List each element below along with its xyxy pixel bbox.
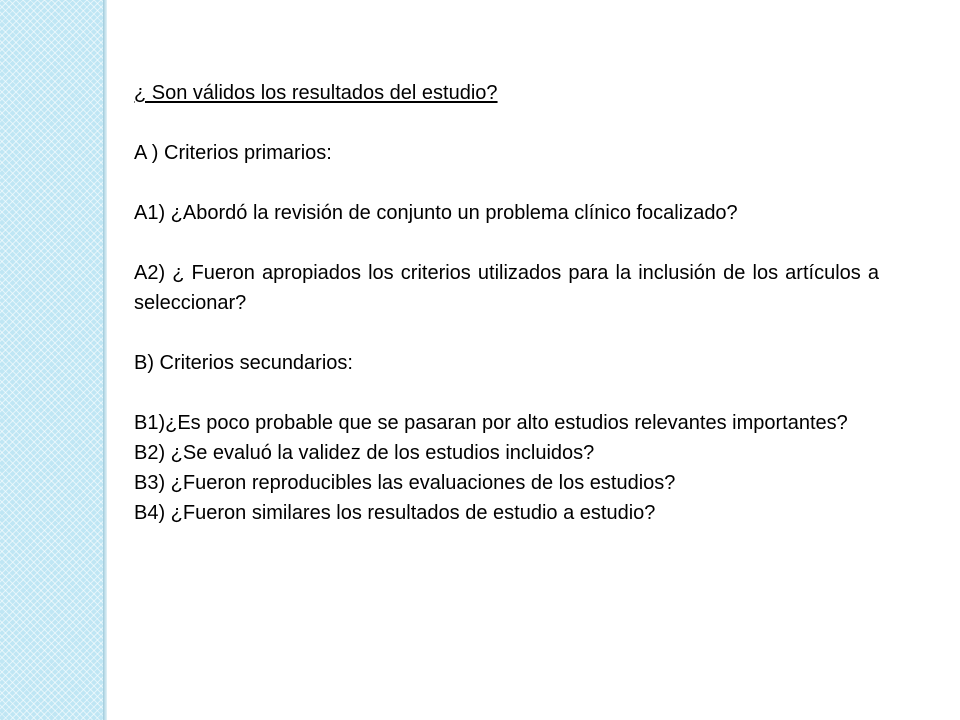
slide-title: ¿ Son válidos los resultados del estudio? [134,82,498,104]
side-band-edge [103,0,107,720]
slide-content [134,78,879,528]
spacer [134,378,879,408]
question-b4: B4) ¿Fueron similares los resultados de estudio a estudio? [134,502,656,524]
question-b2: B2) ¿Se evaluó la validez de los estudios incluidos? [134,442,595,464]
secondary-criteria-header: B) Criterios secundarios: [134,352,353,374]
question-b1: B1)¿Es poco probable que se pasaran por alto estudios relevantes importantes? [134,412,848,434]
spacer [134,228,879,258]
question-a1: A1) ¿Abordó la revisión de conjunto un problema clínico focalizado? [134,202,738,224]
decorative-side-band [0,0,103,720]
spacer [134,318,879,348]
primary-criteria-header: A ) Criterios primarios: [134,142,332,164]
spacer [134,168,879,198]
question-a2: A2) ¿ Fueron apropiados los criterios utilizados para la inclusión de los artículos a seleccionar? [134,262,879,314]
spacer [134,108,879,138]
question-b3: B3) ¿Fueron reproducibles las evaluaciones de los estudios? [134,472,676,494]
